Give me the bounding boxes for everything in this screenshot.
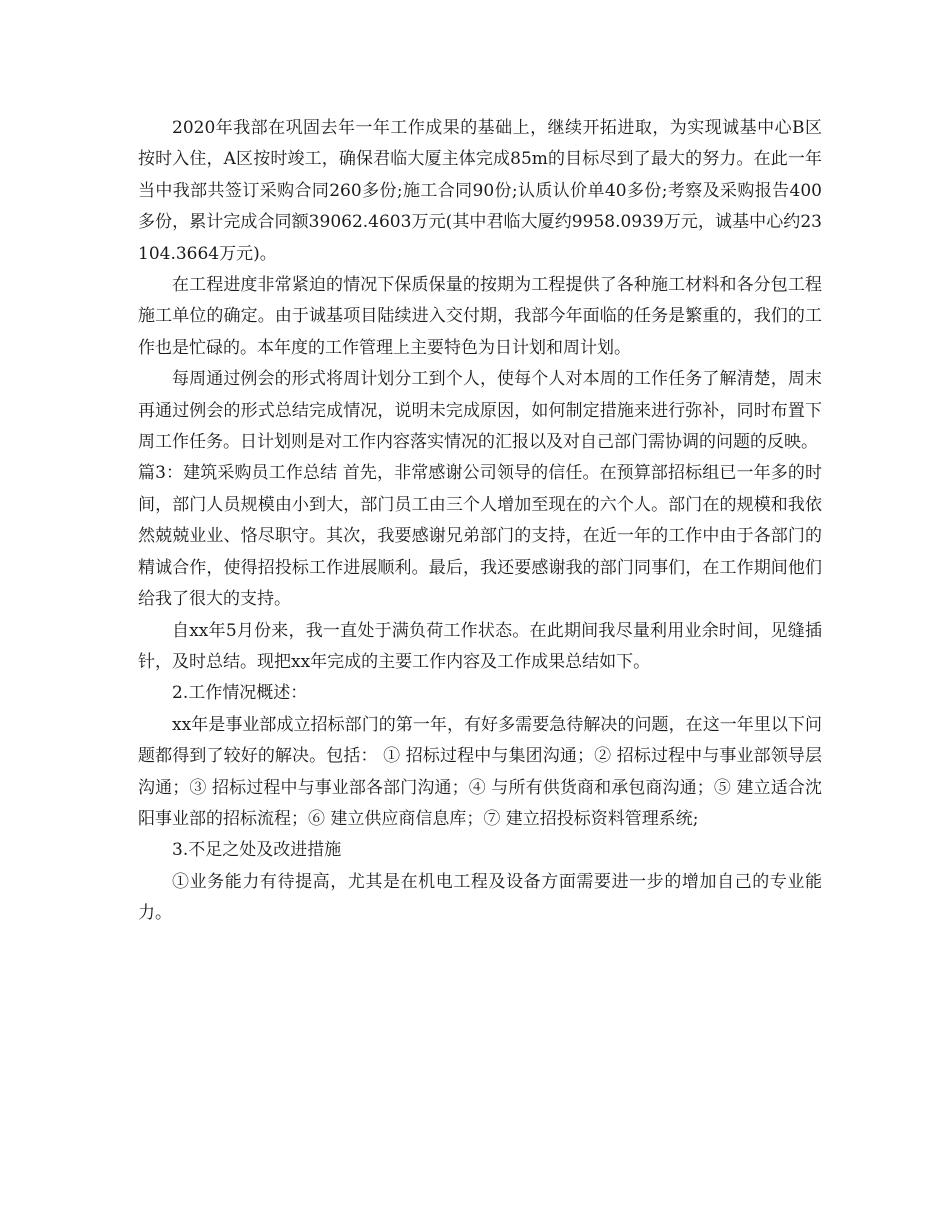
paragraph-4: 自xx年5月份来，我一直处于满负荷工作状态。在此期间我尽量利用业余时间，见缝插针，及时总结。现把xx年完成的主要工作内容及工作成果总结如下。 <box>138 620 822 672</box>
paragraph-2: 在工程进度非常紧迫的情况下保质保量的按期为工程提供了各种施工材料和各分包工程施工单位的确定。由于诚基项目陆续进入交付期，我部今年面临的任务是繁重的，我们的工作也是忙碌的。本年度的工作管理上主要特色为日计划和周计划。 <box>138 275 822 358</box>
paragraph-1: 2020年我部在巩固去年一年工作成果的基础上，继续开拓进取，为实现诚基中心B区按时入住，A区按时竣工，确保君临大厦主体完成85m的目标尽到了最大的努力。在此一年当中我部共签订采购合同260多份;施工合同90份;认质认价单40多份;考察及采购报告400多份，累计完成合同额39062.4603万元(其中君临大厦约9958.0939万元，诚基中心约23104.3664万元)。 <box>138 118 822 264</box>
paragraph-5: xx年是事业部成立招标部门的第一年，有好多需要急待解决的问题，在这一年里以下问题都得到了较好的解决。包括： ① 招标过程中与集团沟通；② 招标过程中与事业部领导层沟通；③ 招标过程中与事业部各部门沟通；④ 与所有供货商和承包商沟通；⑤ 建立适合沈阳事业部的招标流程；⑥ 建立供应商信息库；⑦ 建立招投标资料管理系统; <box>138 714 822 829</box>
heading-shortcomings: 3.不足之处及改进措施 <box>172 840 342 861</box>
paragraph-3: 每周通过例会的形式将周计划分工到个人，使每个人对本周的工作任务了解清楚，周末再通过例会的形式总结完成情况，说明未完成原因，如何制定措施来进行弥补，同时布置下周工作任务。日计划则是对工作内容落实情况的汇报以及对自己部门需协调的问题的反映。 <box>138 369 822 453</box>
heading-work-overview: 2.工作情况概述： <box>172 683 308 704</box>
document-body <box>138 113 822 930</box>
section-paragraph-text: 首先，非常感谢公司领导的信任。在预算部招标组已一年多的时间，部门人员规模由小到大，部门员工由三个人增加至现在的六个人。部门在的规模和我依然兢兢业业、恪尽职守。其次，我要感谢兄弟部门的支持，在近一年的工作中由于各部门的精诚合作，使得招投标工作进展顺利。最后，我还要感谢我的部门同事们，在工作期间他们给我了很大的支持。 <box>138 463 822 610</box>
section-3-paragraph <box>138 458 822 615</box>
section-heading: 篇3：建筑采购员工作总结 <box>138 463 338 484</box>
paragraph-6: ①业务能力有待提高，尤其是在机电工程及设备方面需要进一步的增加自己的专业能力。 <box>138 871 822 924</box>
